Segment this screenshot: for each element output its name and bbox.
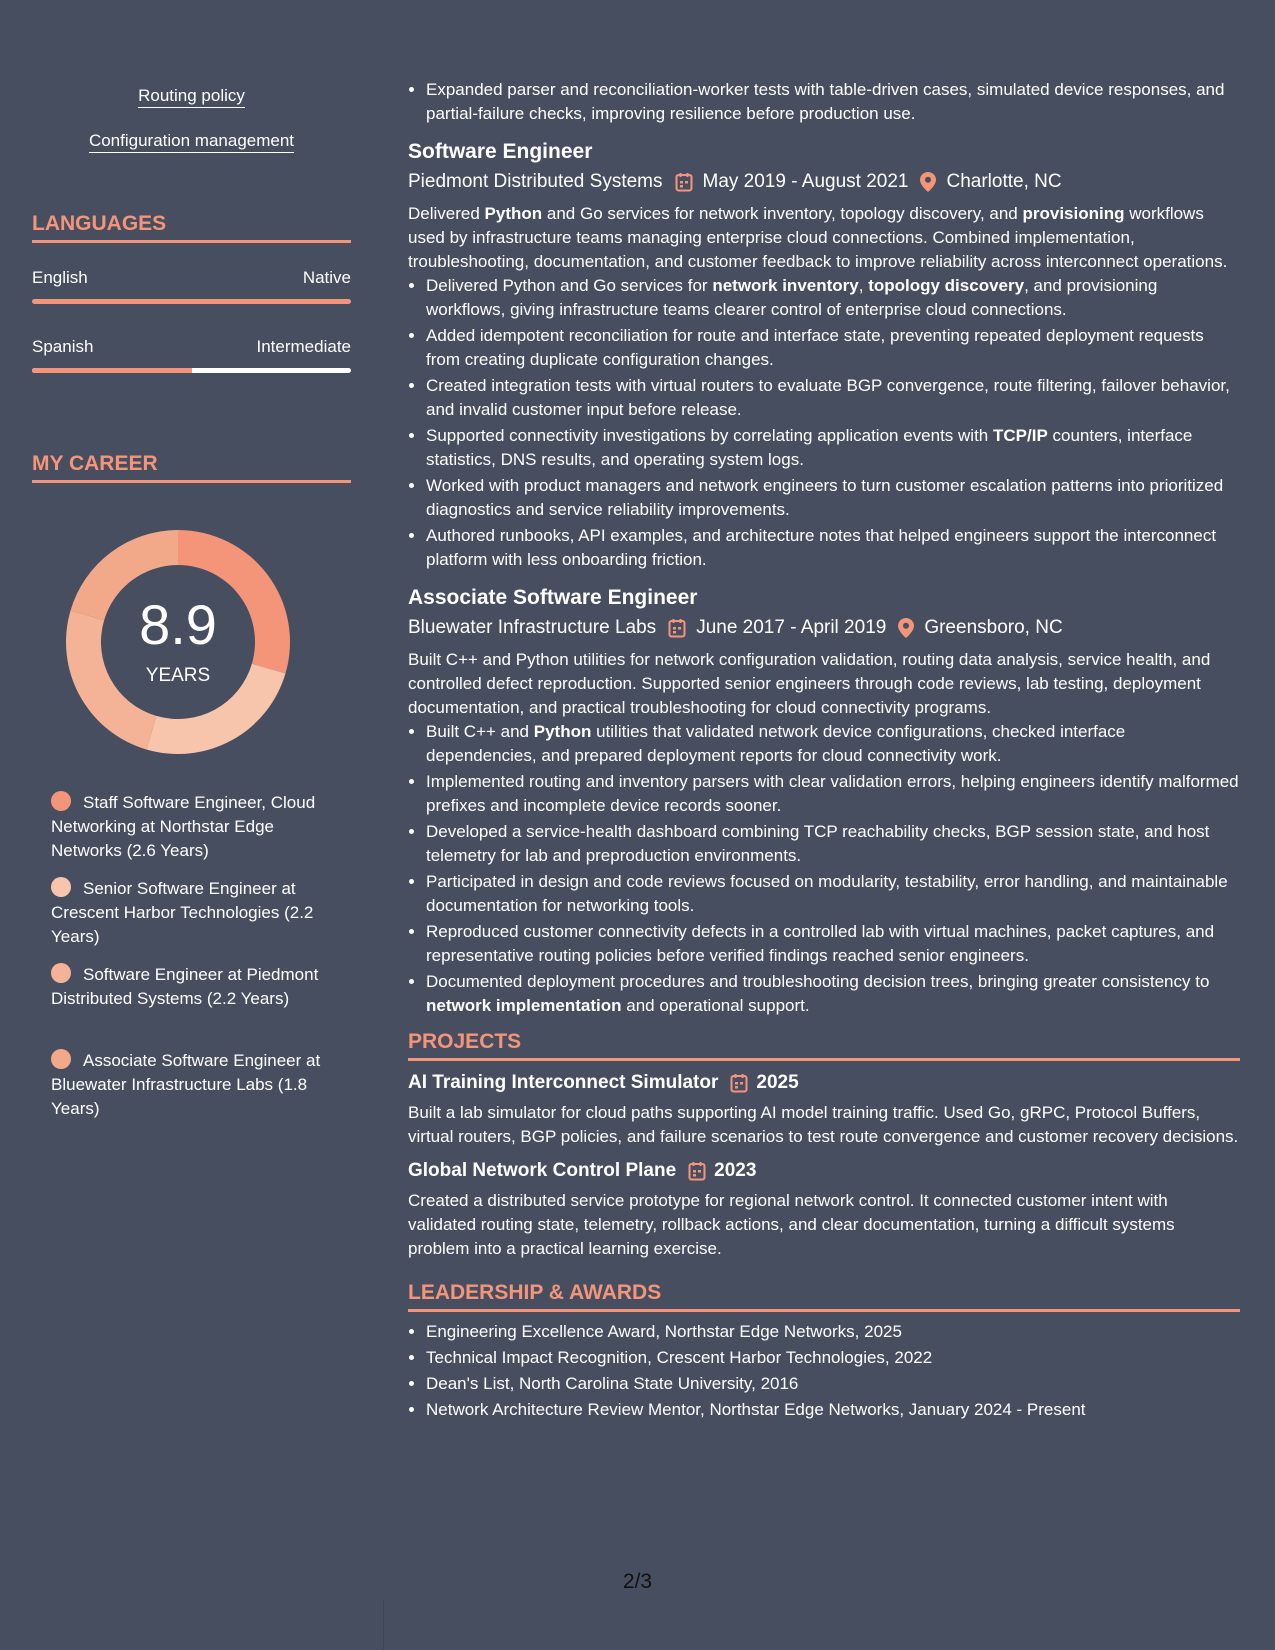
job-entry [408,138,1240,572]
previous-job-bullets [408,78,1240,126]
project-title-row [408,1069,1240,1097]
bullet-item [426,474,1240,522]
project-title: AI Training Interconnect Simulator [408,1072,719,1093]
bold-text: Python [533,722,592,741]
language-row [32,268,351,288]
language-proficiency-bar [32,299,351,304]
text-run: and Go services for network inventory, topology discovery, and [542,204,1023,223]
map-pin-icon [920,172,936,192]
career-heading: MY CAREER [32,452,351,483]
bullet-item [426,324,1240,372]
languages-heading: LANGUAGES [32,212,351,243]
bold-text: provisioning [1022,204,1125,223]
job-title: Associate Software Engineer [408,586,698,609]
project-description: Built a lab simulator for cloud paths supporting AI model training traffic. Used Go, gRPC, Protocol Buffers, virtual routers, BGP policies, and failure scenarios to test route convergence and customer recovery decisions. [408,1103,1239,1146]
bullet-item [426,274,1240,322]
award-item: • Dean's List, North Carolina State University, 2016 [426,1372,1240,1396]
project-description: Created a distributed service prototype for regional network control. It connected customer intent with validated routing state, telemetry, rollback actions, and clear documentation, turning a difficult systems problem into a practical learning exercise. [408,1191,1175,1258]
language-name: Spanish [32,337,94,356]
text-run: and operational support. [621,996,810,1015]
language-level: Native [302,268,351,287]
company-name: Bluewater Infrastructure Labs [408,617,657,638]
text-run: Built C++ and Python utilities for network configuration validation, routing data analysis, service health, and controlled defect reproduction. Supported senior engineers through code reviews, lab testing, deployment documentation, and practical troubleshooting for cloud connectivity programs. [408,650,1211,717]
job-dates: June 2017 - April 2019 [696,617,887,638]
job-location: Charlotte, NC [946,171,1062,192]
job-summary [408,202,1240,274]
bullet-item [426,820,1240,868]
project-entry [408,1069,1240,1149]
language-proficiency-bar [32,368,351,373]
job-meta [408,168,1240,196]
legend-dot [51,791,71,811]
column-divider [383,1600,384,1650]
text-run: Delivered Python and Go services for [426,276,713,295]
calendar-icon [730,1073,748,1093]
career-legend-item: Associate Software Engineer at Bluewater Infrastructure Labs (1.8 Years) [51,1051,321,1118]
bold-text: TCP/IP [993,426,1048,445]
bullet-item [426,374,1240,422]
company-name: Piedmont Distributed Systems [408,171,663,192]
job-location: Greensboro, NC [924,617,1063,638]
job-title: Software Engineer [408,140,593,163]
text-run: Implemented routing and inventory parsers with clear validation errors, helping engineers identify malformed prefixes and incomplete device records sooner. [426,772,1239,815]
project-year: 2023 [714,1160,757,1181]
skill-link-configuration-management[interactable]: Configuration management [32,131,351,151]
text-run: , [858,276,869,295]
project-entry [408,1157,1240,1261]
language-row [32,337,351,357]
text-run: Reproduced customer connectivity defects in a controlled lab with virtual machines, packet captures, and representative routing policies before verified findings reached senior engineers. [426,922,1215,965]
bullet-item [426,424,1240,472]
bullet-item [426,870,1240,918]
text-run: Authored runbooks, API examples, and architecture notes that helped engineers support the interconnect platform with less onboarding friction. [426,526,1217,569]
project-title: Global Network Control Plane [408,1160,677,1181]
language-proficiency-fill [32,368,192,373]
text-run: , and provisioning workflows, giving infrastructure teams clearer control of enterprise cloud connections. [426,276,1158,319]
career-total-unit: YEARS [145,665,211,686]
legend-dot [51,1049,71,1069]
award-item: • Engineering Excellence Award, Northstar Edge Networks, 2025 [426,1320,1240,1344]
awards-list [408,1320,1240,1422]
map-pin-icon [898,618,914,638]
bold-text: network inventory [712,276,859,295]
job-meta [408,614,1240,642]
text-run: Participated in design and code reviews focused on modularity, testability, error handling, and maintainable documentation for networking tools. [426,872,1228,915]
award-item: • Network Architecture Review Mentor, Northstar Edge Networks, January 2024 - Present [426,1398,1240,1422]
projects-heading: PROJECTS [408,1030,1240,1061]
job-bullets [408,720,1240,1018]
legend-dot [51,963,71,983]
language-name: English [32,268,88,287]
career-legend-item: Software Engineer at Piedmont Distributed Systems (2.2 Years) [51,965,319,1008]
project-year: 2025 [756,1072,799,1093]
bullet-item [426,720,1240,768]
bullet-item [426,970,1240,1018]
skill-link-routing-policy[interactable]: Routing policy [32,86,351,106]
awards-heading: LEADERSHIP & AWARDS [408,1281,1240,1312]
text-run: Documented deployment procedures and troubleshooting decision trees, bringing greater consistency to [426,972,1210,991]
bold-text: topology discovery [868,276,1025,295]
bold-text: network implementation [426,996,622,1015]
career-total-years: 8.9 [139,593,217,656]
bullet-item [426,920,1240,968]
page-number: 2/3 [622,1570,653,1593]
calendar-icon [688,1161,706,1181]
job-summary [408,648,1240,720]
job-entry [408,584,1240,1018]
language-proficiency-fill [32,299,351,304]
text-run: workflows used by infrastructure teams managing enterprise cloud connections. Combined implementation, troubleshooting, documentation, and customer feedback to improve reliability across interconnect operations. [408,204,1228,271]
calendar-icon [668,618,686,638]
job-dates: May 2019 - August 2021 [702,171,909,192]
text-run: utilities that validated network device configurations, checked interface dependencies, and prepared deployment reports for cloud connectivity work. [426,722,1126,765]
bold-text: Python [484,204,543,223]
job-bullets [408,274,1240,572]
bullet-item [426,524,1240,572]
text-run: Worked with product managers and network engineers to turn customer escalation patterns into prioritized diagnostics and service reliability improvements. [426,476,1224,519]
main-content [408,78,1240,1424]
text-run: Developed a service-health dashboard combining TCP reachability checks, BGP session state, and host telemetry for lab and preproduction environments. [426,822,1210,865]
career-legend-item: Senior Software Engineer at Crescent Harbor Technologies (2.2 Years) [51,879,314,946]
bullet-item [426,770,1240,818]
language-level: Intermediate [256,337,351,356]
text-run: Added idempotent reconciliation for route and interface state, preventing repeated deployment requests from creating duplicate configuration changes. [426,326,1204,369]
bullet-item: • Expanded parser and reconciliation-worker tests with table-driven cases, simulated device responses, and partial-failure checks, improving resilience before production use. [426,78,1240,126]
text-run: Supported connectivity investigations by correlating application events with [426,426,993,445]
legend-dot [51,877,71,897]
award-item: • Technical Impact Recognition, Crescent Harbor Technologies, 2022 [426,1346,1240,1370]
text-run: counters, interface statistics, DNS results, and operating system logs. [426,426,1193,469]
career-legend-item: Staff Software Engineer, Cloud Networking at Northstar Edge Networks (2.6 Years) [51,793,316,860]
calendar-icon [675,172,693,192]
text-run: Built C++ and [426,722,534,741]
text-run: Created integration tests with virtual routers to evaluate BGP convergence, route filtering, failover behavior, and invalid customer input before release. [426,376,1230,419]
text-run: Delivered [408,204,485,223]
project-title-row [408,1157,1240,1185]
